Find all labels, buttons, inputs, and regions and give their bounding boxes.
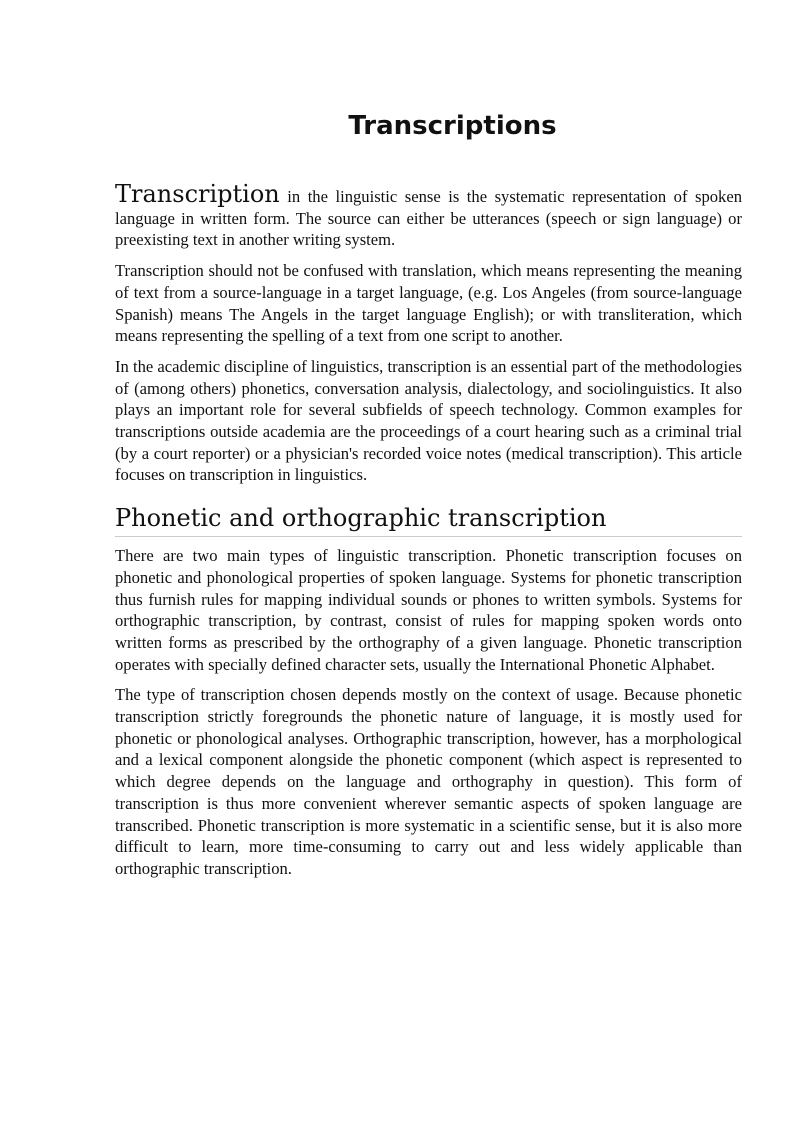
intro-paragraph-3: In the academic discipline of linguistics, transcription is an essential part of the methodologies of (among others) phonetics, conversation analysis, dialectology, and sociolinguistics. It also plays an important role for several subfields of speech technology. Common examples for transcriptions outside academia are the proceedings of a court hearing such as a criminal trial (by a court reporter) or a physician's recorded voice notes (medical transcription). This article focuses on transcription in linguistics. [115,356,742,485]
lead-word: Transcription [115,180,280,208]
phonetic-orthographic-section [115,545,742,880]
intro-paragraph-2: Transcription should not be confused with translation, which means representing the meaning of text from a source-language in a target language, (e.g. Los Angeles (from source-language Spanish) means The Angels in the target language English); or with transliteration, which means representing the spelling of a text from one script to another. [115,261,742,346]
document-page [115,100,742,889]
document-title: Transcriptions [348,111,557,141]
section-paragraph-2: The type of transcription chosen depends mostly on the context of usage. Because phonetic transcription strictly foregrounds the phonetic nature of language, it is mostly used for phonetic or phonological analyses. Orthographic transcription, however, has a morphological and a lexical component alongside the phonetic component (which aspect is represented to which degree depends on the language and orthography in question). This form of transcription is thus more convenient wherever semantic aspects of spoken language are transcribed. Phonetic transcription is more systematic in a scientific sense, but it is also more difficult to learn, more time-consuming to carry out and less widely applicable than orthographic transcription. [115,685,742,878]
section-heading-phonetic-orthographic: Phonetic and orthographic transcription [115,503,742,537]
section-paragraph-1: There are two main types of linguistic transcription. Phonetic transcription focuses on phonetic and phonological properties of spoken language. Systems for phonetic transcription thus furnish rules for mapping individual sounds or phones to written symbols. Systems for orthographic transcription, by contrast, consist of rules for mapping spoken words onto written forms as prescribed by the orthography of a given language. Phonetic transcription operates with specially defined character sets, usually the International Phonetic Alphabet. [115,546,742,674]
intro-section [115,180,742,486]
intro-paragraph-1-text: in the linguistic sense is the systematic representation of spoken language in written form. The source can either be utterances (speech or sign language) or preexisting text in another writing system. [115,187,742,250]
intro-paragraph-1 [115,180,742,251]
